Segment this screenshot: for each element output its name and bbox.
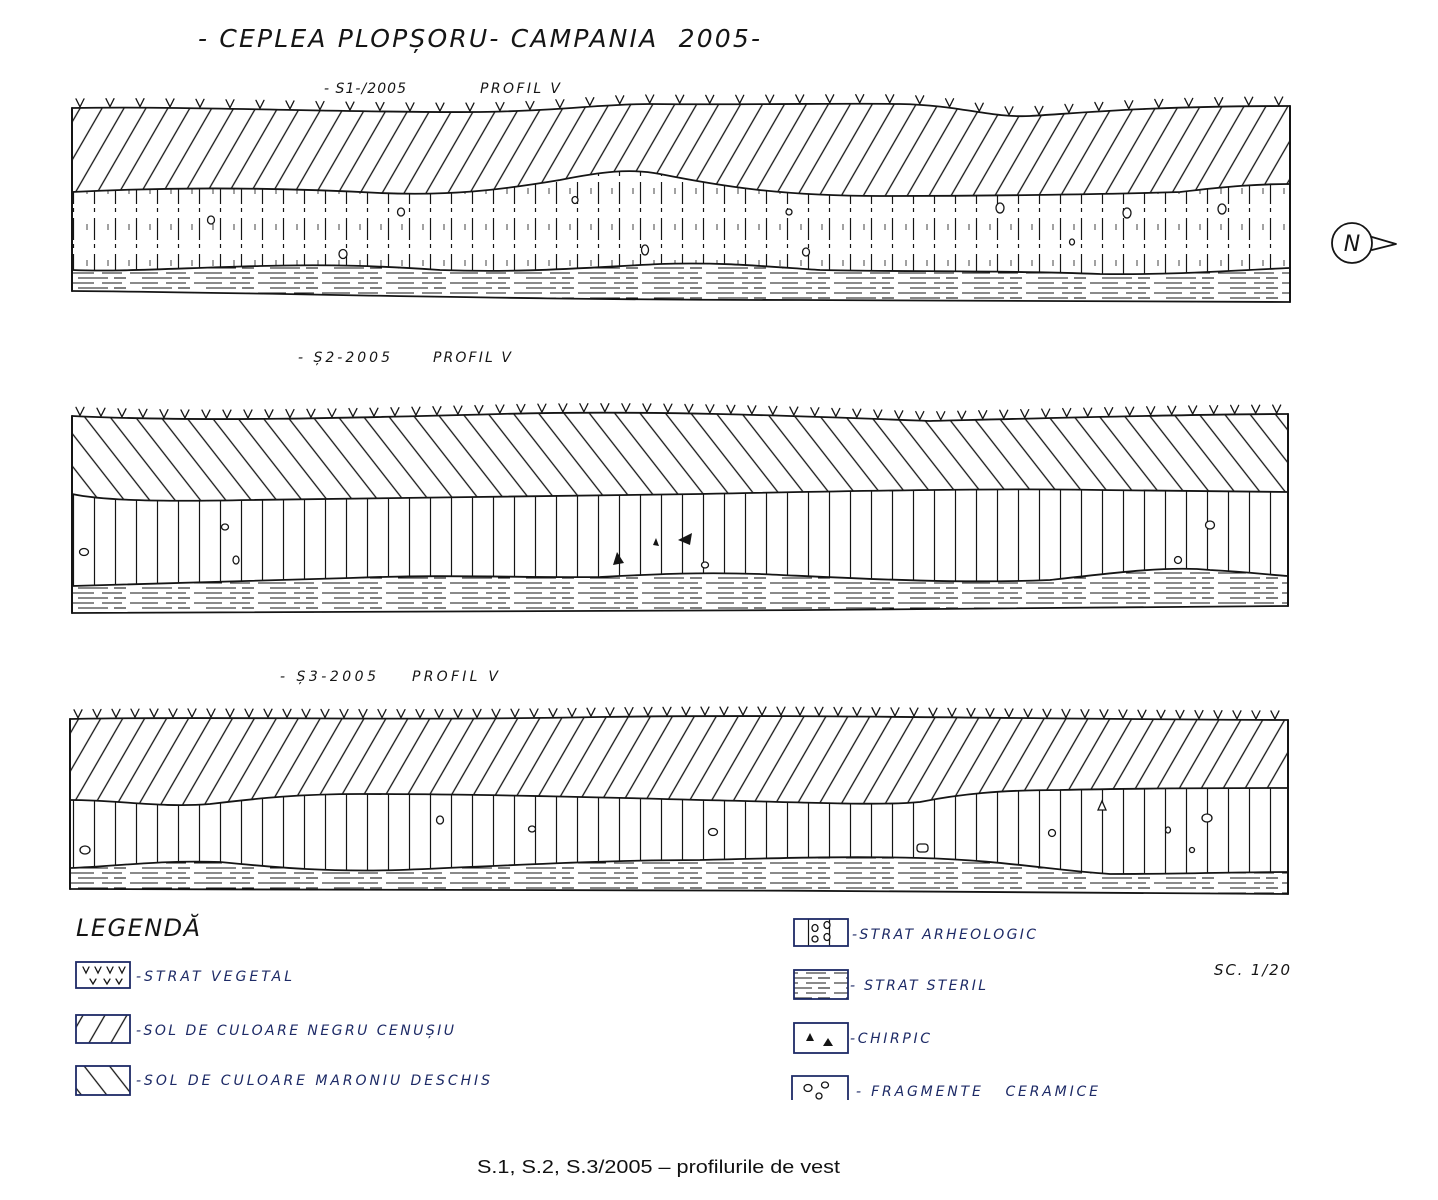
vegetation-mark — [1021, 410, 1029, 418]
vegetation-mark — [412, 407, 420, 415]
legend-item-strat-vegetal — [76, 962, 292, 988]
vegetation-mark — [643, 404, 651, 412]
vegetation-mark — [397, 710, 405, 718]
vegetation-mark — [815, 707, 823, 715]
vegetation-mark — [188, 709, 196, 717]
ceramic-fragment — [709, 829, 718, 836]
vegetation-mark — [321, 709, 329, 717]
vegetation-mark — [886, 95, 894, 103]
legend-swatch-steril — [794, 970, 848, 999]
vegetation-mark — [106, 99, 114, 107]
legend-swatch-maroniu-deschis — [76, 1066, 130, 1095]
vegetation-mark — [223, 410, 231, 418]
vegetation-mark — [1062, 709, 1070, 717]
vegetation-mark — [496, 405, 504, 413]
vegetation-mark — [74, 710, 82, 718]
vegetation-mark — [530, 709, 538, 717]
ceramic-fragment — [1202, 814, 1212, 822]
vegetation-mark — [758, 707, 766, 715]
ceramic-fragment — [1175, 557, 1182, 564]
legend — [76, 913, 1290, 1100]
vegetation-mark — [1105, 408, 1113, 416]
vegetation-mark — [736, 95, 744, 103]
vegetation-mark — [1185, 98, 1193, 106]
vegetation-mark — [622, 404, 630, 412]
legend-item-sol-maroniu-deschis — [76, 1066, 490, 1095]
drawing-title: - CEPLEA PLOPȘORU- CAMPANIA 2005- — [198, 24, 760, 53]
vegetation-mark — [286, 410, 294, 418]
vegetation-mark — [436, 103, 444, 111]
vegetation-mark — [958, 411, 966, 419]
profile-label-s2: PROFIL V — [433, 350, 511, 366]
vegetation-mark — [475, 406, 483, 414]
north-arrow — [1332, 223, 1396, 263]
vegetation-mark — [466, 103, 474, 111]
vegetation-mark — [685, 404, 693, 412]
legend-item-fragmente-ceramice — [792, 1076, 1098, 1100]
vegetation-mark — [834, 707, 842, 715]
vegetation-mark — [644, 707, 652, 715]
legend-label-negru-cenusiu: -SOL DE CULOARE NEGRU CENUȘIU — [136, 1023, 454, 1039]
vegetation-mark — [207, 709, 215, 717]
vegetation-mark — [256, 100, 264, 108]
ceramic-fragment — [398, 208, 405, 216]
vegetation-mark — [587, 708, 595, 716]
legend-item-sol-negru-cenusiu — [76, 1015, 454, 1043]
ceramic-fragment — [1070, 239, 1075, 245]
ceramic-fragment — [572, 197, 578, 204]
vegetation-mark — [1245, 97, 1253, 105]
vegetation-mark — [1215, 98, 1223, 106]
vegetation-mark — [1081, 710, 1089, 718]
profile-s2 — [70, 350, 1290, 640]
vegetation-mark — [139, 409, 147, 417]
vegetation-mark — [559, 404, 567, 412]
vegetation-mark — [454, 406, 462, 414]
vegetation-mark — [975, 103, 983, 111]
vegetation-mark — [370, 408, 378, 416]
vegetation-mark — [937, 412, 945, 420]
legend-item-strat-steril — [794, 970, 986, 999]
vegetation-mark — [136, 99, 144, 107]
vegetation-mark — [720, 707, 728, 715]
ceramic-fragment — [812, 936, 818, 942]
ceramic-fragment — [804, 1085, 812, 1092]
legend-label-ceramice: - FRAGMENTE CERAMICE — [856, 1084, 1098, 1100]
vegetation-mark — [316, 102, 324, 110]
vegetation-mark — [856, 95, 864, 103]
vegetation-mark — [727, 405, 735, 413]
vegetation-mark — [1189, 406, 1197, 414]
vegetation-mark — [307, 409, 315, 417]
profile-label-s1: PROFIL V — [480, 81, 560, 97]
vegetation-mark — [76, 99, 84, 107]
vegetation-mark — [1126, 407, 1134, 415]
legend-swatch-vegetal — [76, 962, 130, 988]
vegetation-mark — [929, 708, 937, 716]
vegetation-mark — [646, 95, 654, 103]
vegetation-mark — [349, 409, 357, 417]
profile-label-s3: PROFIL V — [412, 669, 498, 685]
vegetation-mark — [748, 406, 756, 414]
vegetation-mark — [769, 406, 777, 414]
ceramic-fragment — [339, 250, 347, 259]
vegetation-mark — [1005, 709, 1013, 717]
vegetation-mark — [181, 410, 189, 418]
vegetation-mark — [1157, 710, 1165, 718]
vegetation-mark — [910, 708, 918, 716]
ceramic-fragment — [702, 562, 709, 568]
vegetation-mark — [202, 410, 210, 418]
vegetation-mark — [302, 709, 310, 717]
vegetation-mark — [1231, 405, 1239, 413]
vegetation-mark — [1195, 711, 1203, 719]
vegetation-mark — [160, 410, 168, 418]
vegetation-mark — [1084, 408, 1092, 416]
vegetation-mark — [967, 709, 975, 717]
vegetation-mark — [433, 407, 441, 415]
vegetation-mark — [891, 708, 899, 716]
ceramic-fragment — [233, 556, 239, 564]
vegetation-mark — [1147, 407, 1155, 415]
legend-label-chirpic: -CHIRPIC — [850, 1031, 930, 1047]
ceramic-fragment — [208, 216, 215, 224]
vegetation-mark — [739, 707, 747, 715]
vegetation-mark — [1214, 711, 1222, 719]
vegetation-mark — [376, 103, 384, 111]
vegetation-mark — [979, 411, 987, 419]
legend-item-chirpic — [794, 1023, 930, 1053]
vegetation-mark — [663, 707, 671, 715]
vegetation-mark — [1005, 107, 1013, 115]
vegetation-mark — [286, 101, 294, 109]
vegetation-mark — [1233, 711, 1241, 719]
vegetation-mark — [676, 95, 684, 103]
legend-label-steril: - STRAT STERIL — [850, 978, 986, 994]
ceramic-fragment — [917, 844, 928, 852]
vegetation-mark — [112, 709, 120, 717]
vegetation-mark — [526, 101, 534, 109]
vegetation-mark — [1138, 710, 1146, 718]
vegetation-mark — [766, 95, 774, 103]
vegetation-mark — [245, 709, 253, 717]
legend-swatch-negru-cenusiu — [76, 1015, 130, 1043]
figure-caption: S.1, S.2, S.3/2005 – profilurile de vest — [477, 1157, 840, 1177]
vegetation-mark — [948, 708, 956, 716]
vegetation-mark — [1000, 410, 1008, 418]
vegetation-mark — [1125, 101, 1133, 109]
vegetation-mark — [790, 407, 798, 415]
vegetation-mark — [1155, 99, 1163, 107]
vegetation-mark — [283, 709, 291, 717]
section-label-s2: - Ș2-2005 — [298, 350, 390, 366]
vegetation-mark — [264, 709, 272, 717]
vegetation-mark — [416, 710, 424, 718]
vegetation-mark — [853, 708, 861, 716]
vegetation-mark — [196, 99, 204, 107]
vegetation-mark — [1063, 409, 1071, 417]
ceramic-fragment — [824, 922, 830, 929]
profile-s3 — [68, 669, 1290, 904]
vegetation-mark — [538, 404, 546, 412]
vegetation-mark — [166, 99, 174, 107]
profile-s1 — [70, 81, 1292, 330]
vegetation-mark — [895, 411, 903, 419]
vegetation-mark — [701, 707, 709, 715]
ceramic-fragment — [222, 524, 229, 530]
vegetation-mark — [1252, 405, 1260, 413]
vegetation-mark — [1273, 405, 1281, 413]
vegetation-mark — [244, 410, 252, 418]
vegetation-mark — [359, 710, 367, 718]
vegetation-mark — [131, 709, 139, 717]
vegetation-mark — [706, 405, 714, 413]
ceramic-fragment — [437, 816, 444, 824]
ceramic-fragment — [812, 925, 818, 932]
ceramic-fragment — [80, 846, 90, 854]
vegetation-mark — [777, 707, 785, 715]
ceramic-fragment — [824, 934, 830, 941]
vegetation-mark — [150, 709, 158, 717]
vegetation-mark — [796, 707, 804, 715]
vegetation-mark — [625, 708, 633, 716]
vegetation-mark — [872, 708, 880, 716]
ceramic-fragment — [822, 1082, 829, 1088]
legend-swatch-arheologic — [794, 919, 848, 946]
vegetation-mark — [874, 410, 882, 418]
vegetation-mark — [1210, 406, 1218, 414]
vegetation-mark — [169, 709, 177, 717]
vegetation-mark — [946, 99, 954, 107]
ceramic-fragment — [1206, 521, 1215, 529]
vegetation-mark — [1252, 711, 1260, 719]
vegetation-mark — [1168, 406, 1176, 414]
ceramic-fragment — [1190, 848, 1195, 853]
vegetation-mark — [916, 96, 924, 104]
vegetation-mark — [1275, 97, 1283, 105]
vegetation-mark — [986, 709, 994, 717]
vegetation-mark — [118, 409, 126, 417]
vegetation-mark — [826, 95, 834, 103]
vegetation-mark — [496, 103, 504, 111]
vegetation-mark — [226, 709, 234, 717]
vegetation-mark — [1024, 709, 1032, 717]
vegetation-mark — [601, 404, 609, 412]
vegetation-mark — [328, 409, 336, 417]
vegetation-mark — [811, 408, 819, 416]
vegetation-mark — [406, 103, 414, 111]
vegetation-mark — [706, 95, 714, 103]
vegetation-mark — [76, 407, 84, 415]
ceramic-fragment — [816, 1093, 822, 1099]
vegetation-mark — [517, 405, 525, 413]
vegetation-mark — [435, 710, 443, 718]
vegetation-mark — [1065, 104, 1073, 112]
north-label: N — [1343, 232, 1361, 257]
vegetation-mark — [93, 710, 101, 718]
vegetation-mark — [853, 409, 861, 417]
vegetation-mark — [616, 96, 624, 104]
vegetation-mark — [1042, 409, 1050, 417]
ceramic-fragment — [80, 549, 89, 556]
ceramic-fragment — [1166, 827, 1171, 833]
vegetation-mark — [606, 708, 614, 716]
vegetation-mark — [1119, 710, 1127, 718]
vegetation-mark — [586, 98, 594, 106]
vegetation-mark — [1271, 711, 1279, 719]
vegetation-mark — [1176, 710, 1184, 718]
vegetation-mark — [568, 709, 576, 717]
scale-label: SC. 1/20 — [1214, 961, 1290, 979]
vegetation-mark — [265, 410, 273, 418]
ceramic-fragment — [1218, 204, 1226, 214]
ceramic-fragment — [803, 248, 810, 256]
vegetation-mark — [556, 100, 564, 108]
vegetation-mark — [340, 710, 348, 718]
vegetation-mark — [378, 710, 386, 718]
vegetation-mark — [1035, 106, 1043, 114]
vegetation-mark — [682, 707, 690, 715]
north-arrow-icon — [1372, 237, 1396, 250]
ceramic-fragment — [1049, 830, 1056, 837]
vegetation-mark — [1095, 102, 1103, 110]
vegetation-mark — [796, 95, 804, 103]
ceramic-fragment — [996, 203, 1004, 213]
vegetation-mark — [511, 709, 519, 717]
legend-label-arheologic: -STRAT ARHEOLOGIC — [852, 927, 1036, 943]
vegetation-mark — [346, 102, 354, 110]
section-label-s1: - S1-/2005 — [324, 81, 406, 97]
legend-label-maroniu-deschis: -SOL DE CULOARE MARONIU DESCHIS — [136, 1073, 490, 1089]
vegetation-mark — [226, 100, 234, 108]
ceramic-fragment — [1123, 208, 1131, 218]
vegetation-mark — [580, 404, 588, 412]
legend-item-strat-arheologic — [794, 919, 1036, 946]
vegetation-mark — [832, 408, 840, 416]
ceramic-fragment — [786, 209, 792, 215]
ceramic-fragment — [642, 245, 649, 255]
vegetation-mark — [473, 709, 481, 717]
legend-title: LEGENDĂ — [76, 914, 200, 942]
ceramic-fragment — [529, 826, 536, 832]
vegetation-mark — [454, 710, 462, 718]
vegetation-mark — [391, 408, 399, 416]
vegetation-mark — [97, 408, 105, 416]
legend-swatch-chirpic — [794, 1023, 848, 1053]
section-label-s3: - Ș3-2005 — [280, 669, 376, 685]
vegetation-mark — [664, 404, 672, 412]
legend-label-vegetal: -STRAT VEGETAL — [136, 969, 292, 985]
vegetation-mark — [492, 709, 500, 717]
vegetation-mark — [549, 709, 557, 717]
vegetation-mark — [916, 412, 924, 420]
vegetation-mark — [1043, 709, 1051, 717]
vegetation-mark — [1100, 710, 1108, 718]
